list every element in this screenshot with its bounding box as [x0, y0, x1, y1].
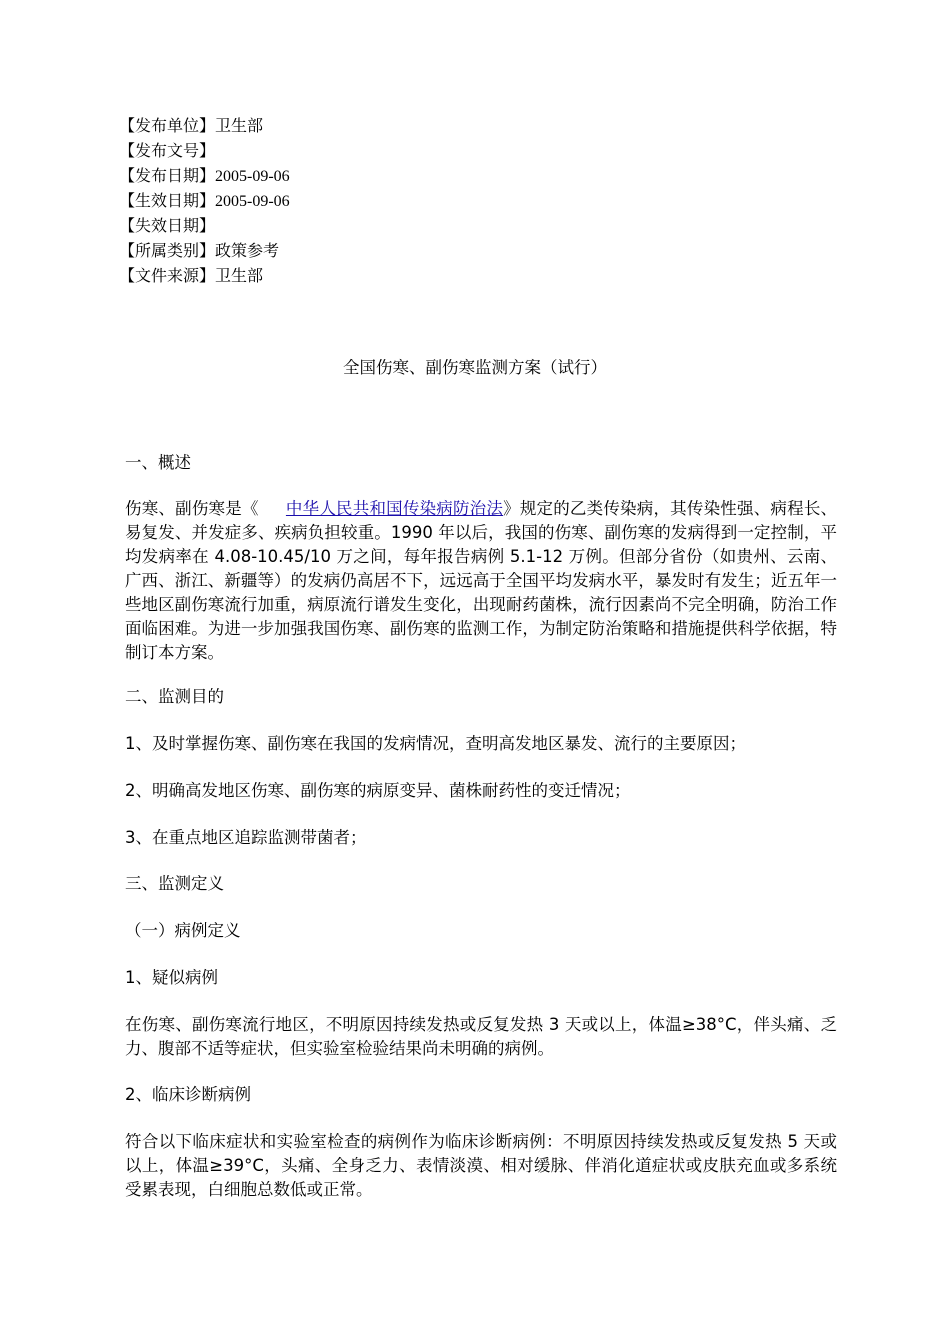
law-link[interactable]: 中华人民共和国传染病防治法: [285, 499, 504, 518]
meta-value: 卫生部: [215, 266, 264, 285]
meta-effective-date: [119, 190, 290, 215]
meta-value: 政策参考: [215, 241, 280, 260]
meta-label: 【发布日期】: [119, 166, 216, 185]
meta-value: 2005-09-06: [215, 193, 290, 210]
overview-text-end: 》规定的乙类传染病，其传染性强、病程长、易复发、并发症多、疾病负担较重。1990 年以后，我国的伤寒、副伤寒的发病得到一定控制，平均发病率在 4.08-10.45/10 万之间，每年报告病例 5.1-12 万例。但部分省份（如贵州、云南、广西、浙江、新疆等）的发病仍高居不下，远远高于全国平均发病水平，暴发时有发生；近五年一些地区副伤寒流行加重，病原流行谱发生变化，出现耐药菌株，流行因素尚不完全明确，防治工作面临困难。为进一步加强我国伤寒、副伤寒的监测工作，为制定防治策略和措施提供科学依据，特制订本方案。: [125, 499, 838, 662]
meta-label: 【发布文号】: [119, 141, 216, 160]
overview-paragraph: [125, 497, 837, 665]
case-definition-paragraph: 符合以下临床症状和实验室检查的病例作为临床诊断病例：不明原因持续发热或反复发热 5 天或以上，体温≥39°C，头痛、全身乏力、表情淡漠、相对缓脉、伴消化道症状或皮肤充血或多系统受累表现，白细胞总数低或正常。: [125, 1132, 837, 1199]
metadata-block: [119, 115, 290, 290]
section-heading: 二、监测目的: [125, 687, 224, 706]
meta-value: 卫生部: [215, 116, 264, 135]
purpose-item: 2、明确高发地区伤寒、副伤寒的病原变异、菌株耐药性的变迁情况；: [125, 781, 631, 800]
subsection-heading: （一）病例定义: [125, 921, 241, 940]
meta-source: [119, 265, 290, 290]
meta-value: 2005-09-06: [215, 168, 290, 185]
meta-expiry-date: [119, 215, 290, 240]
document-title: 全国伤寒、副伤寒监测方案（试行）: [343, 358, 607, 377]
meta-publish-date: [119, 165, 290, 190]
meta-label: 【所属类别】: [119, 241, 216, 260]
overview-text-start: 伤寒、副伤寒是《: [125, 499, 259, 518]
section-heading: 一、概述: [125, 453, 191, 472]
case-definition-paragraph: 在伤寒、副伤寒流行地区，不明原因持续发热或反复发热 3 天或以上，体温≥38°C，伴头痛、乏力、腹部不适等症状，但实验室检验结果尚未明确的病例。: [125, 1015, 837, 1058]
case-heading: 2、临床诊断病例: [125, 1085, 251, 1104]
purpose-item: 1、及时掌握伤寒、副伤寒在我国的发病情况，查明高发地区暴发、流行的主要原因；: [125, 734, 746, 753]
case-heading: 1、疑似病例: [125, 968, 218, 987]
meta-publisher: [119, 115, 290, 140]
meta-label: 【生效日期】: [119, 191, 216, 210]
meta-category: [119, 240, 290, 265]
meta-label: 【发布单位】: [119, 116, 216, 135]
purpose-item: 3、在重点地区追踪监测带菌者；: [125, 828, 367, 847]
meta-label: 【失效日期】: [119, 216, 216, 235]
section-heading: 三、监测定义: [125, 874, 224, 893]
meta-label: 【文件来源】: [119, 266, 216, 285]
meta-doc-number: [119, 140, 290, 165]
